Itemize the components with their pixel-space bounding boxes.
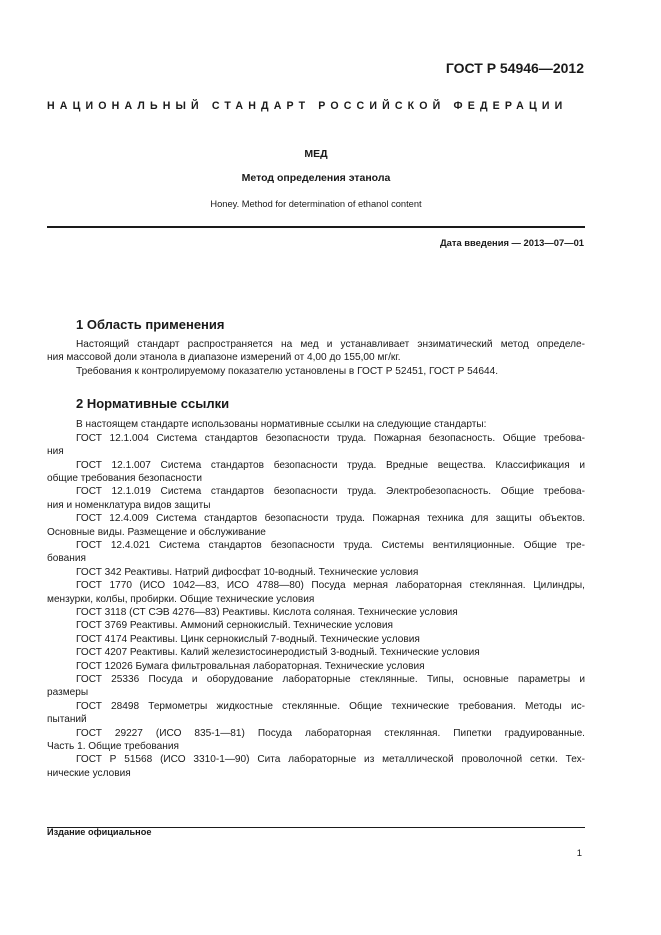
reference-line: Часть 1. Общие требования	[47, 741, 179, 752]
reference-line: ГОСТ 12.1.007 Система стандартов безопасности труда. Вредные вещества. Классификация и	[76, 460, 585, 471]
reference-line: мензурки, колбы, пробирки. Общие технические условия	[47, 594, 315, 605]
introduction-date: Дата введения — 2013—07—01	[439, 237, 584, 248]
reference-line: ГОСТ 12026 Бумага фильтровальная лабораторная. Технические условия	[76, 661, 425, 672]
reference-line: ГОСТ 28498 Термометры жидкостные стеклянные. Общие технические требования. Методы ис-	[76, 701, 585, 712]
reference-line: ГОСТ 342 Реактивы. Натрий дифосфат 10-водный. Технические условия	[76, 567, 419, 578]
reference-line: ГОСТ 4174 Реактивы. Цинк сернокислый 7-водный. Технические условия	[76, 634, 420, 645]
reference-line: ГОСТ 12.1.019 Система стандартов безопасности труда. Электробезопасность. Общие требова-	[76, 486, 585, 497]
reference-line: ГОСТ 3118 (СТ СЭВ 4276—83) Реактивы. Кислота соляная. Технические условия	[76, 607, 458, 618]
reference-line: ГОСТ 4207 Реактивы. Калий железистосинеродистый 3-водный. Технические условия	[76, 647, 480, 658]
document-subtitle: Метод определения этанола	[241, 172, 391, 184]
reference-line: ния	[47, 446, 64, 457]
reference-line: нические условия	[47, 768, 131, 779]
reference-line: ГОСТ 29227 (ИСО 835-1—81) Посуда лабораторная стеклянная. Пипетки градуированные.	[76, 728, 585, 739]
reference-line: ГОСТ 12.1.004 Система стандартов безопасности труда. Пожарная безопасность. Общие требова-	[76, 433, 585, 444]
section-1-line: Настоящий стандарт распространяется на мед и устанавливает энзиматический метод определе-	[76, 339, 585, 350]
national-standard-caption: НАЦИОНАЛЬНЫЙ СТАНДАРТ РОССИЙСКОЙ ФЕДЕРАЦИИ	[47, 100, 568, 112]
document-title-english: Honey. Method for determination of ethanol content	[210, 199, 422, 209]
page-number: 1	[576, 848, 582, 859]
reference-line: ГОСТ 1770 (ИСО 1042—83, ИСО 4788—80) Посуда мерная лабораторная стеклянная. Цилиндры,	[76, 580, 585, 591]
reference-line: ГОСТ 12.4.009 Система стандартов безопасности труда. Пожарная техника для защиты объектов.	[76, 513, 585, 524]
official-edition-note: Издание официальное	[47, 827, 152, 837]
section-2-heading: 2 Нормативные ссылки	[76, 396, 230, 411]
reference-line: ГОСТ 12.4.021 Система стандартов безопасности труда. Системы вентиляционные. Общие тре-	[76, 540, 585, 551]
section-1-heading: 1 Область применения	[76, 317, 225, 332]
reference-line: ГОСТ 3769 Реактивы. Аммоний сернокислый. Технические условия	[76, 620, 394, 631]
section-2-line: В настоящем стандарте использованы нормативные ссылки на следующие стандарты:	[76, 419, 487, 430]
section-1-line: Требования к контролируемому показателю установлены в ГОСТ Р 52451, ГОСТ Р 54644.	[76, 366, 499, 377]
document-title: МЕД	[304, 148, 328, 160]
section-1-line: ния массовой доли этанола в диапазоне измерений от 4,00 до 155,00 мг/кг.	[47, 352, 401, 363]
reference-line: размеры	[47, 687, 89, 698]
reference-line: ГОСТ Р 51568 (ИСО 3310-1—90) Сита лабораторные из металлической проволочной сетки. Тех-	[76, 754, 585, 765]
document-number: ГОСТ Р 54946—2012	[445, 60, 584, 76]
reference-line: бования	[47, 553, 86, 564]
reference-line: ния и номенклатура видов защиты	[47, 500, 211, 511]
reference-line: пытаний	[47, 714, 87, 725]
reference-line: общие требования безопасности	[47, 473, 203, 484]
reference-line: Основные виды. Размещение и обслуживание	[47, 527, 266, 538]
title-divider	[47, 226, 585, 228]
reference-line: ГОСТ 25336 Посуда и оборудование лабораторные стеклянные. Типы, основные параметры и	[76, 674, 585, 685]
